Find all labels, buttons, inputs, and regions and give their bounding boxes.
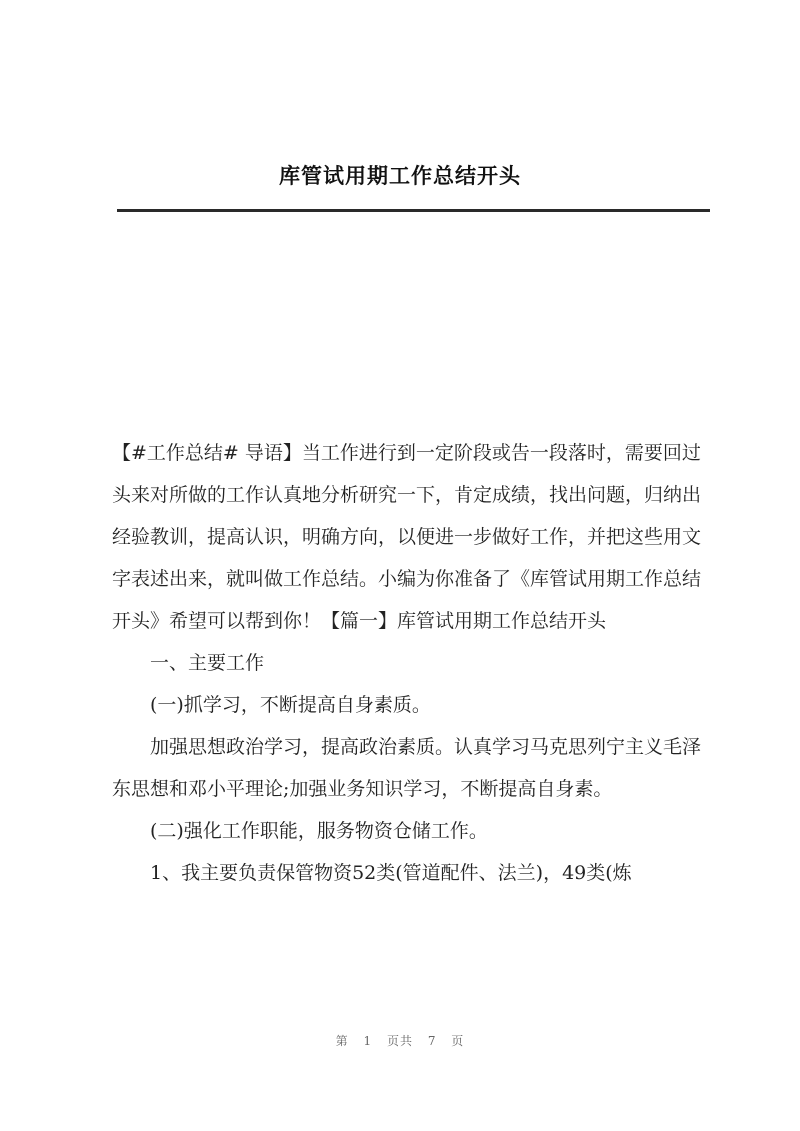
footer-prefix: 第 bbox=[335, 1034, 349, 1048]
title-divider bbox=[117, 209, 710, 212]
body-paragraph: 加强思想政治学习，提高政治素质。认真学习马克思列宁主义毛泽东思想和邓小平理论;加强业务知识学习，不断提高自身素。 bbox=[112, 736, 702, 800]
footer-middle: 页共 bbox=[386, 1034, 413, 1048]
body-paragraph: 1、我主要负责保管物资52类(管道配件、法兰)，49类(炼 bbox=[150, 862, 632, 884]
page-footer bbox=[0, 1032, 800, 1049]
footer-suffix: 页 bbox=[451, 1034, 465, 1048]
document-body bbox=[112, 432, 712, 894]
subsection-heading: (二)强化工作职能，服务物资仓储工作。 bbox=[150, 820, 488, 842]
footer-current-page: 1 bbox=[363, 1034, 373, 1048]
footer-total-pages: 7 bbox=[427, 1034, 437, 1048]
section-heading: 一、主要工作 bbox=[150, 652, 265, 674]
intro-paragraph: 【#工作总结# 导语】当工作进行到一定阶段或告一段落时，需要回过头来对所做的工作认真地分析研究一下，肯定成绩，找出问题，归纳出经验教训，提高认识，明确方向，以便进一步做好工作，并把这些用文字表述出来，就叫做工作总结。小编为你准备了《库管试用期工作总结开头》希望可以帮到你！【篇一】库管试用期工作总结开头 bbox=[112, 442, 702, 632]
subsection-heading: (一)抓学习，不断提高自身素质。 bbox=[150, 694, 431, 716]
document-title: 库管试用期工作总结开头 bbox=[279, 164, 521, 188]
